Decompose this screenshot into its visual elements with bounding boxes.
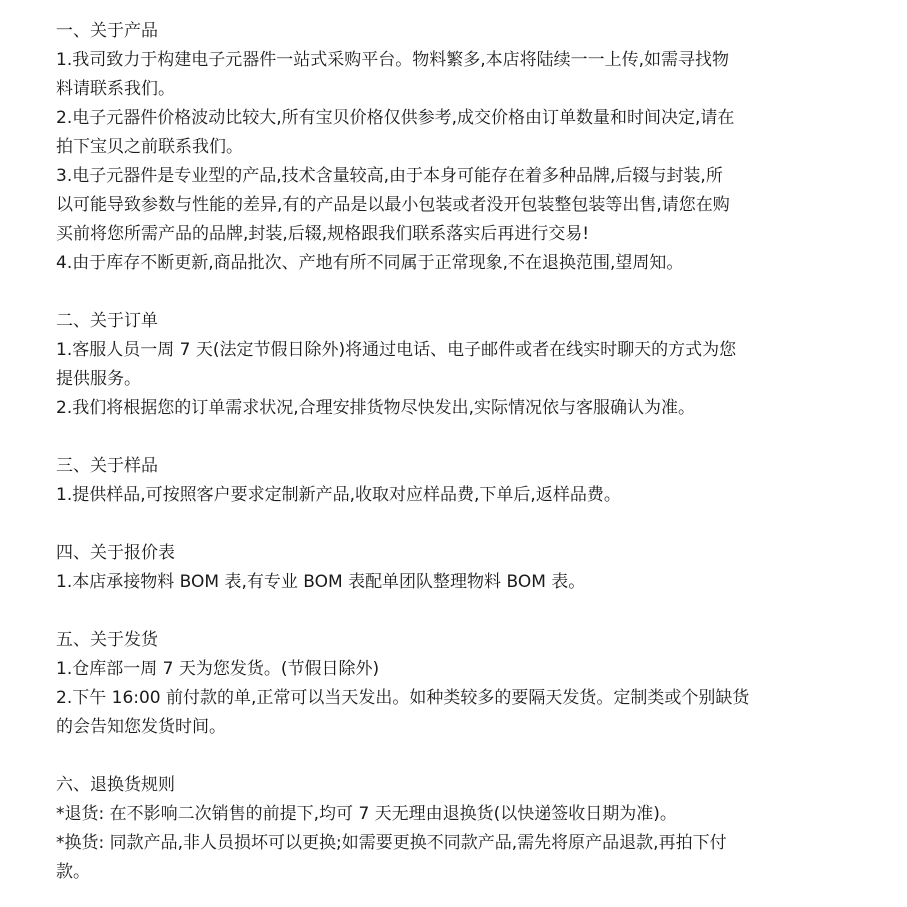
section-heading: 四、关于报价表 bbox=[56, 543, 175, 563]
section-heading: 二、关于订单 bbox=[56, 311, 158, 331]
paragraph-line: 买前将您所需产品的品牌,封装,后辍,规格跟我们联系落实后再进行交易! bbox=[56, 224, 590, 244]
paragraph-line: *换货: 同款产品,非人员损坏可以更换;如需要更换不同款产品,需先将原产品退款,再拍下付 bbox=[56, 833, 727, 853]
section-spacer bbox=[56, 423, 846, 452]
section-spacer bbox=[56, 597, 846, 626]
paragraph-line: 以可能导致参数与性能的差异,有的产品是以最小包装或者没开包装整包装等出售,请您在购 bbox=[56, 195, 730, 215]
paragraph-line: 1.我司致力于构建电子元器件一站式采购平台。物料繁多,本店将陆续一一上传,如需寻找物 bbox=[56, 50, 730, 70]
policy-document bbox=[56, 17, 846, 887]
section-heading: 六、退换货规则 bbox=[56, 775, 175, 795]
section-shipping bbox=[56, 626, 846, 742]
section-spacer bbox=[56, 278, 846, 307]
paragraph-line: 料请联系我们。 bbox=[56, 79, 175, 99]
section-products bbox=[56, 17, 846, 278]
paragraph-line: 2.电子元器件价格波动比较大,所有宝贝价格仅供参考,成交价格由订单数量和时间决定,请在 bbox=[56, 108, 735, 128]
paragraph-line: 1.仓库部一周 7 天为您发货。(节假日除外) bbox=[56, 659, 380, 679]
paragraph-line: 1.提供样品,可按照客户要求定制新产品,收取对应样品费,下单后,返样品费。 bbox=[56, 485, 621, 505]
section-orders bbox=[56, 307, 846, 423]
section-heading: 一、关于产品 bbox=[56, 21, 158, 41]
paragraph-line: 4.由于库存不断更新,商品批次、产地有所不同属于正常现象,不在退换范围,望周知。 bbox=[56, 253, 684, 273]
paragraph-line: 1.本店承接物料 BOM 表,有专业 BOM 表配单团队整理物料 BOM 表。 bbox=[56, 572, 586, 592]
paragraph-line: *退货: 在不影响二次销售的前提下,均可 7 天无理由退换货(以快递签收日期为准)。 bbox=[56, 804, 677, 824]
paragraph-line: 拍下宝贝之前联系我们。 bbox=[56, 137, 243, 157]
section-returns bbox=[56, 771, 846, 887]
section-samples bbox=[56, 452, 846, 510]
paragraph-line: 2.下午 16:00 前付款的单,正常可以当天发出。如种类较多的要隔天发货。定制类或个别缺货 bbox=[56, 688, 750, 708]
paragraph-line: 的会告知您发货时间。 bbox=[56, 717, 226, 737]
section-heading: 三、关于样品 bbox=[56, 456, 158, 476]
section-heading: 五、关于发货 bbox=[56, 630, 158, 650]
section-spacer bbox=[56, 742, 846, 771]
paragraph-line: 1.客服人员一周 7 天(法定节假日除外)将通过电话、电子邮件或者在线实时聊天的方式为您 bbox=[56, 340, 737, 360]
paragraph-line: 款。 bbox=[56, 862, 90, 882]
section-quotation bbox=[56, 539, 846, 597]
paragraph-line: 3.电子元器件是专业型的产品,技术含量较高,由于本身可能存在着多种品牌,后辍与封装,所 bbox=[56, 166, 723, 186]
paragraph-line: 2.我们将根据您的订单需求状况,合理安排货物尽快发出,实际情况依与客服确认为准。 bbox=[56, 398, 696, 418]
paragraph-line: 提供服务。 bbox=[56, 369, 141, 389]
section-spacer bbox=[56, 510, 846, 539]
